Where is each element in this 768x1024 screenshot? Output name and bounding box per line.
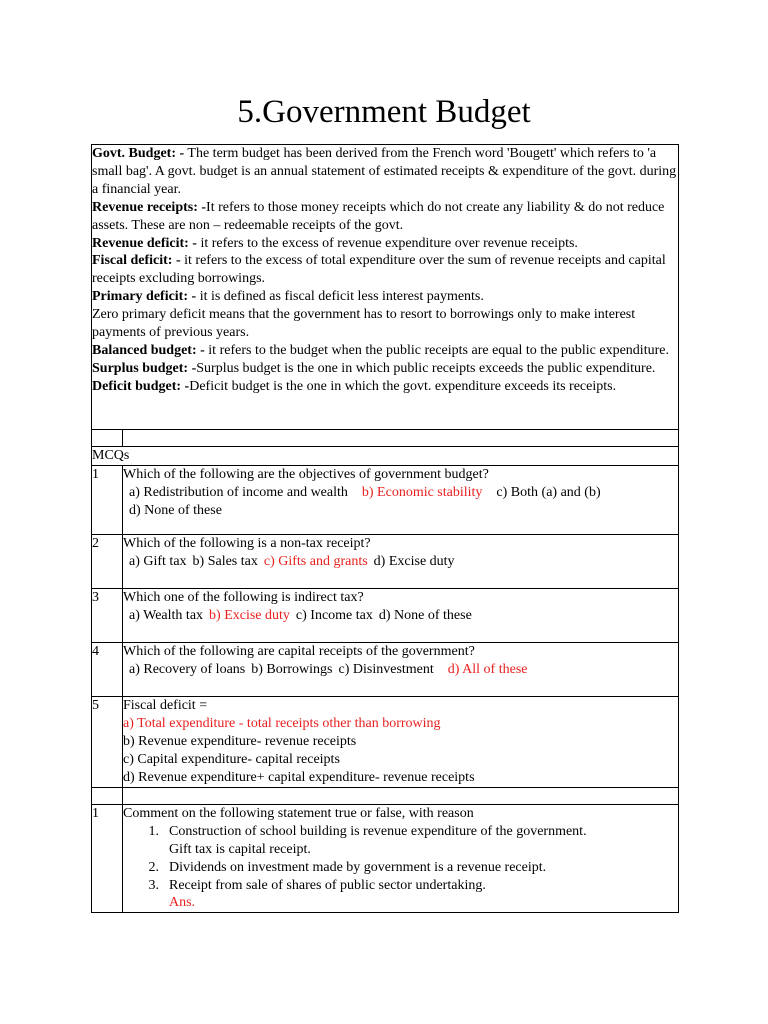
definition-text: Surplus budget is the one in which public receipts exceeds the public expenditure. <box>196 360 656 376</box>
comment-item-marker: 1. <box>148 823 159 839</box>
mcq-option: a) Gift tax <box>129 553 187 569</box>
comment-item-marker: 3. <box>148 877 159 893</box>
mcq-option: b) Revenue expenditure- revenue receipts <box>123 733 357 749</box>
comment-item-text: Gift tax is capital receipt. <box>169 841 311 857</box>
definition-text: it refers to the budget when the public receipts are equal to the public expenditure. <box>204 342 669 358</box>
comment-item-text: Construction of school building is revenue expenditure of the government. <box>169 823 587 839</box>
mcq-option: a) Recovery of loans <box>129 661 246 677</box>
mcq-number: 5 <box>92 696 123 787</box>
mcq-number: 2 <box>92 534 123 588</box>
mcq-question: Which of the following is a non-tax receipt? <box>123 535 371 551</box>
mcq-body <box>123 696 679 787</box>
definition-term: Primary deficit: - <box>92 289 197 305</box>
spacer-cell <box>123 787 679 804</box>
definitions-cell <box>92 145 679 430</box>
definition-term: Balanced budget: - <box>92 342 205 358</box>
mcq-options <box>123 484 678 502</box>
comment-item-marker <box>123 841 169 859</box>
mcq-number: 1 <box>92 465 123 534</box>
definition-term: Deficit budget: - <box>92 378 190 394</box>
mcq-question: Which one of the following is indirect tax? <box>123 589 364 605</box>
mcq-option: c) Capital expenditure- capital receipts <box>123 751 340 767</box>
mcq-option: d) None of these <box>129 502 222 518</box>
comment-item <box>123 877 678 895</box>
definition-term: Govt. Budget: - <box>92 146 185 161</box>
definition-text: It refers to those money receipts which do not create any liability & do not reduce assets. These are non – redeemable receipts of the govt. <box>92 199 665 233</box>
mcq-option: a) Wealth tax <box>129 607 204 623</box>
definition-term: Revenue receipts: - <box>92 199 207 215</box>
content-table <box>91 144 679 913</box>
mcq-row <box>92 465 679 534</box>
mcq-options <box>123 607 678 625</box>
mcq-option: c) Income tax <box>295 607 373 623</box>
mcq-heading: MCQs <box>92 447 679 466</box>
mcq-option-correct: b) Excise duty <box>209 607 290 623</box>
definition-text: it refers to the excess of revenue expenditure over revenue receipts. <box>196 235 578 251</box>
comment-item-text: Receipt from sale of shares of public sector undertaking. <box>169 877 486 893</box>
definition-revenue-receipts <box>92 199 678 235</box>
mcq-options <box>123 661 678 679</box>
definition-balanced-budget <box>92 342 678 360</box>
definition-text: it is defined as fiscal deficit less interest payments. <box>196 289 484 305</box>
comment-item <box>123 841 678 859</box>
comment-heading: Comment on the following statement true or false, with reason <box>123 805 474 821</box>
mcq-question: Fiscal deficit = <box>123 697 208 713</box>
mcq-options <box>123 502 678 520</box>
mcq-option-correct: c) Gifts and grants <box>263 553 368 569</box>
mcq-number: 4 <box>92 642 123 696</box>
spacer-cell <box>92 787 123 804</box>
comment-body <box>123 804 679 912</box>
comment-number: 1 <box>92 804 123 912</box>
definition-term: Revenue deficit: - <box>92 235 197 251</box>
definitions-row <box>92 145 679 430</box>
mcq-option: d) None of these <box>378 607 472 623</box>
mcq-number: 3 <box>92 588 123 642</box>
spacer-row <box>92 430 679 447</box>
mcq-option: c) Disinvestment <box>338 661 434 677</box>
mcq-option-correct: a) Total expenditure - total receipts other than borrowing <box>123 715 441 731</box>
mcq-option-correct: b) Economic stability <box>361 484 483 500</box>
mcq-options <box>123 553 678 571</box>
mcq-option: d) Revenue expenditure+ capital expenditure- revenue receipts <box>123 769 475 785</box>
spacer-row <box>92 787 679 804</box>
definition-surplus-budget <box>92 360 678 378</box>
comment-item-text: Dividends on investment made by government is a revenue receipt. <box>169 859 547 875</box>
mcq-question: Which of the following are capital receipts of the government? <box>123 643 475 659</box>
definition-fiscal-deficit <box>92 252 678 288</box>
definition-primary-deficit <box>92 288 678 306</box>
definition-text: Zero primary deficit means that the government has to resort to borrowings only to make interest payments of previous years. <box>92 307 636 341</box>
definition-zero-primary-deficit <box>92 306 678 342</box>
definition-term: Fiscal deficit: - <box>92 253 181 269</box>
mcq-body <box>123 534 679 588</box>
comment-row <box>92 804 679 912</box>
mcq-option: b) Sales tax <box>192 553 258 569</box>
spacer-cell <box>123 430 679 447</box>
mcq-heading-row <box>92 447 679 466</box>
definition-text: it refers to the excess of total expenditure over the sum of revenue receipts and capital receipts excluding borrowings. <box>92 253 666 287</box>
mcq-question: Which of the following are the objectives of government budget? <box>123 466 489 482</box>
mcq-row <box>92 588 679 642</box>
spacer-cell <box>92 430 123 447</box>
comment-answer: Ans. <box>169 895 196 911</box>
mcq-row <box>92 696 679 787</box>
mcq-option: d) Excise duty <box>373 553 455 569</box>
mcq-body <box>123 588 679 642</box>
definition-govt-budget <box>92 145 678 199</box>
mcq-option: a) Redistribution of income and wealth <box>129 484 348 500</box>
mcq-option: b) Borrowings <box>251 661 333 677</box>
definition-text: The term budget has been derived from the French word 'Bougett' which refers to 'a small bag'. A govt. budget is an annual statement of estimated receipts & expenditure of the govt. during a financial year. <box>92 146 677 197</box>
mcq-option: c) Both (a) and (b) <box>496 484 601 500</box>
definition-text: Deficit budget is the one in which the govt. expenditure exceeds its receipts. <box>189 378 617 394</box>
mcq-row <box>92 642 679 696</box>
definition-revenue-deficit <box>92 235 678 253</box>
comment-item-marker: 2. <box>148 859 159 875</box>
page-title: 5.Government Budget <box>237 94 531 130</box>
mcq-option-correct: d) All of these <box>447 661 528 677</box>
comment-item <box>123 823 678 841</box>
definition-deficit-budget <box>92 378 678 396</box>
mcq-body <box>123 642 679 696</box>
comment-item <box>123 859 678 877</box>
definition-term: Surplus budget: - <box>92 360 197 376</box>
mcq-row <box>92 534 679 588</box>
mcq-body <box>123 465 679 534</box>
